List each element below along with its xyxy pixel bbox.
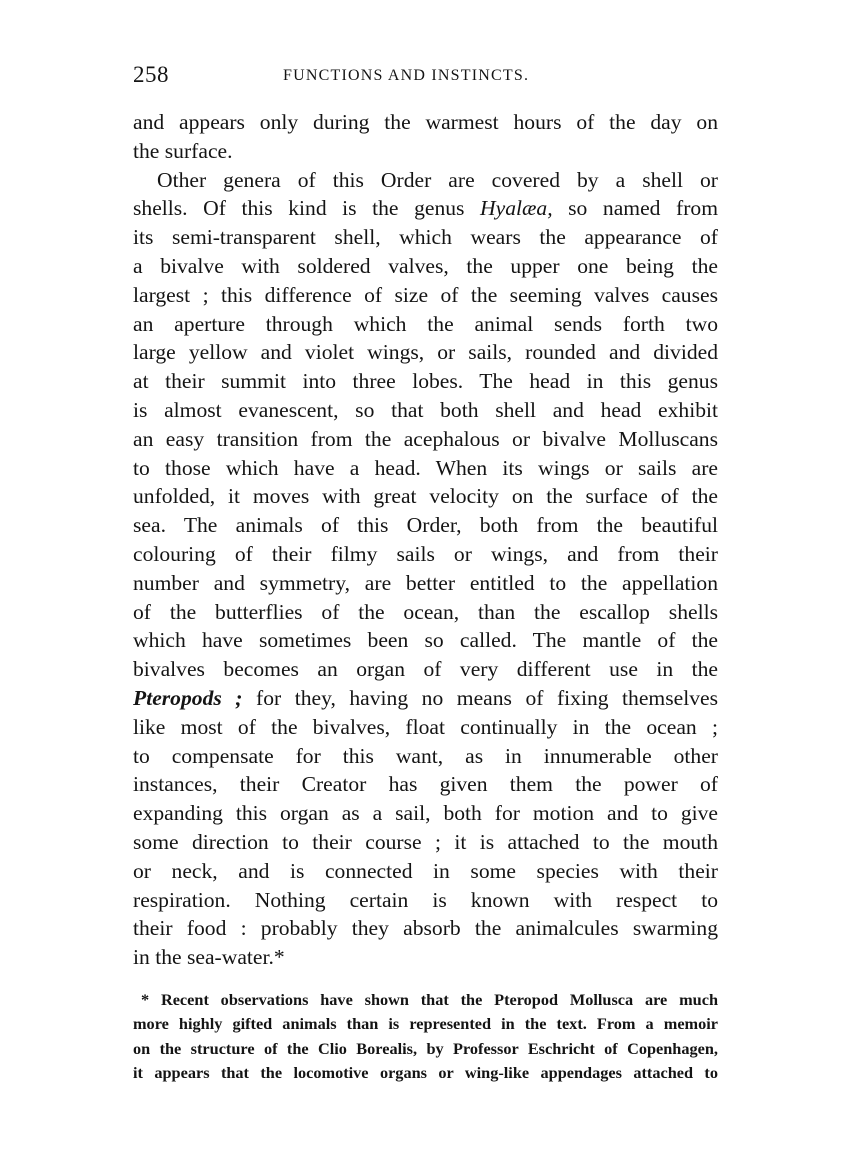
text-line: an aperture through which the animal sends forth two xyxy=(133,311,718,336)
text-line: and appears only during the warmest hours of the day on xyxy=(133,110,718,134)
text-line: to compensate for this want, as in innumerable other xyxy=(133,743,718,768)
order-name: Pteropods ; xyxy=(133,685,243,710)
text-line: a bivalve with soldered valves, the upper one being the xyxy=(133,253,718,278)
text-line: bivalves becomes an organ of very different use in the xyxy=(133,657,718,682)
text-line: like most of the bivalves, float continually in the ocean ; xyxy=(133,714,718,739)
body-text xyxy=(133,108,718,972)
text-line: which have sometimes been so called. The mantle of the xyxy=(133,628,718,653)
text-line: Pteropods ; for they, having no means of fixing themselves xyxy=(133,685,719,710)
text-line: colouring of their filmy sails or wings, and from their xyxy=(133,541,718,566)
footnote xyxy=(133,988,718,1086)
text-line: their food : probably they absorb the animalcules swarming xyxy=(133,916,718,941)
footnote-line: more highly gifted animals than is represented in the text. From a memoir xyxy=(133,1014,718,1034)
text-line: sea. The animals of this Order, both from the beautiful xyxy=(133,513,718,538)
text-line: instances, their Creator has given them the power of xyxy=(133,772,718,797)
text-line: of the butterflies of the ocean, than the escallop shells xyxy=(133,599,718,624)
text-line: in the sea-water.* xyxy=(133,945,285,970)
text-line: or neck, and is connected in some species with their xyxy=(133,858,718,883)
text-line: an easy transition from the acephalous or bivalve Molluscans xyxy=(133,426,718,451)
text-line: is almost evanescent, so that both shell and head exhibit xyxy=(133,397,718,422)
page-number: 258 xyxy=(133,62,169,87)
text-line: expanding this organ as a sail, both for motion and to give xyxy=(133,801,718,826)
running-head xyxy=(133,62,718,90)
book-page xyxy=(133,62,718,1086)
running-title: FUNCTIONS AND INSTINCTS. xyxy=(283,67,530,84)
text-line: shells. Of this kind is the genus Hyalæa, so named from xyxy=(133,196,718,221)
genus-name: Hyalæa, xyxy=(480,196,553,221)
text-line: its semi-transparent shell, which wears the appearance of xyxy=(133,225,718,250)
footnote-line: it appears that the locomotive organs or wing-like appendages attached to xyxy=(133,1063,718,1083)
text-line: respiration. Nothing certain is known with respect to xyxy=(133,887,718,912)
text-line: largest ; this difference of size of the seeming valves causes xyxy=(133,282,718,307)
text-line: the surface. xyxy=(133,138,233,163)
text-line: at their summit into three lobes. The head in this genus xyxy=(133,369,718,394)
text-line: number and symmetry, are better entitled to the appellation xyxy=(133,570,718,595)
text-line: unfolded, it moves with great velocity on the surface of the xyxy=(133,484,718,509)
text-line: some direction to their course ; it is attached to the mouth xyxy=(133,829,718,854)
footnote-line: * Recent observations have shown that the Pteropod Mollusca are much xyxy=(141,989,718,1009)
footnote-line: on the structure of the Clio Borealis, by Professor Eschricht of Copenhagen, xyxy=(133,1038,718,1058)
text-line: to those which have a head. When its wings or sails are xyxy=(133,455,718,480)
text-line: large yellow and violet wings, or sails, rounded and divided xyxy=(133,340,718,365)
text-line: Other genera of this Order are covered by a shell or xyxy=(157,167,718,192)
